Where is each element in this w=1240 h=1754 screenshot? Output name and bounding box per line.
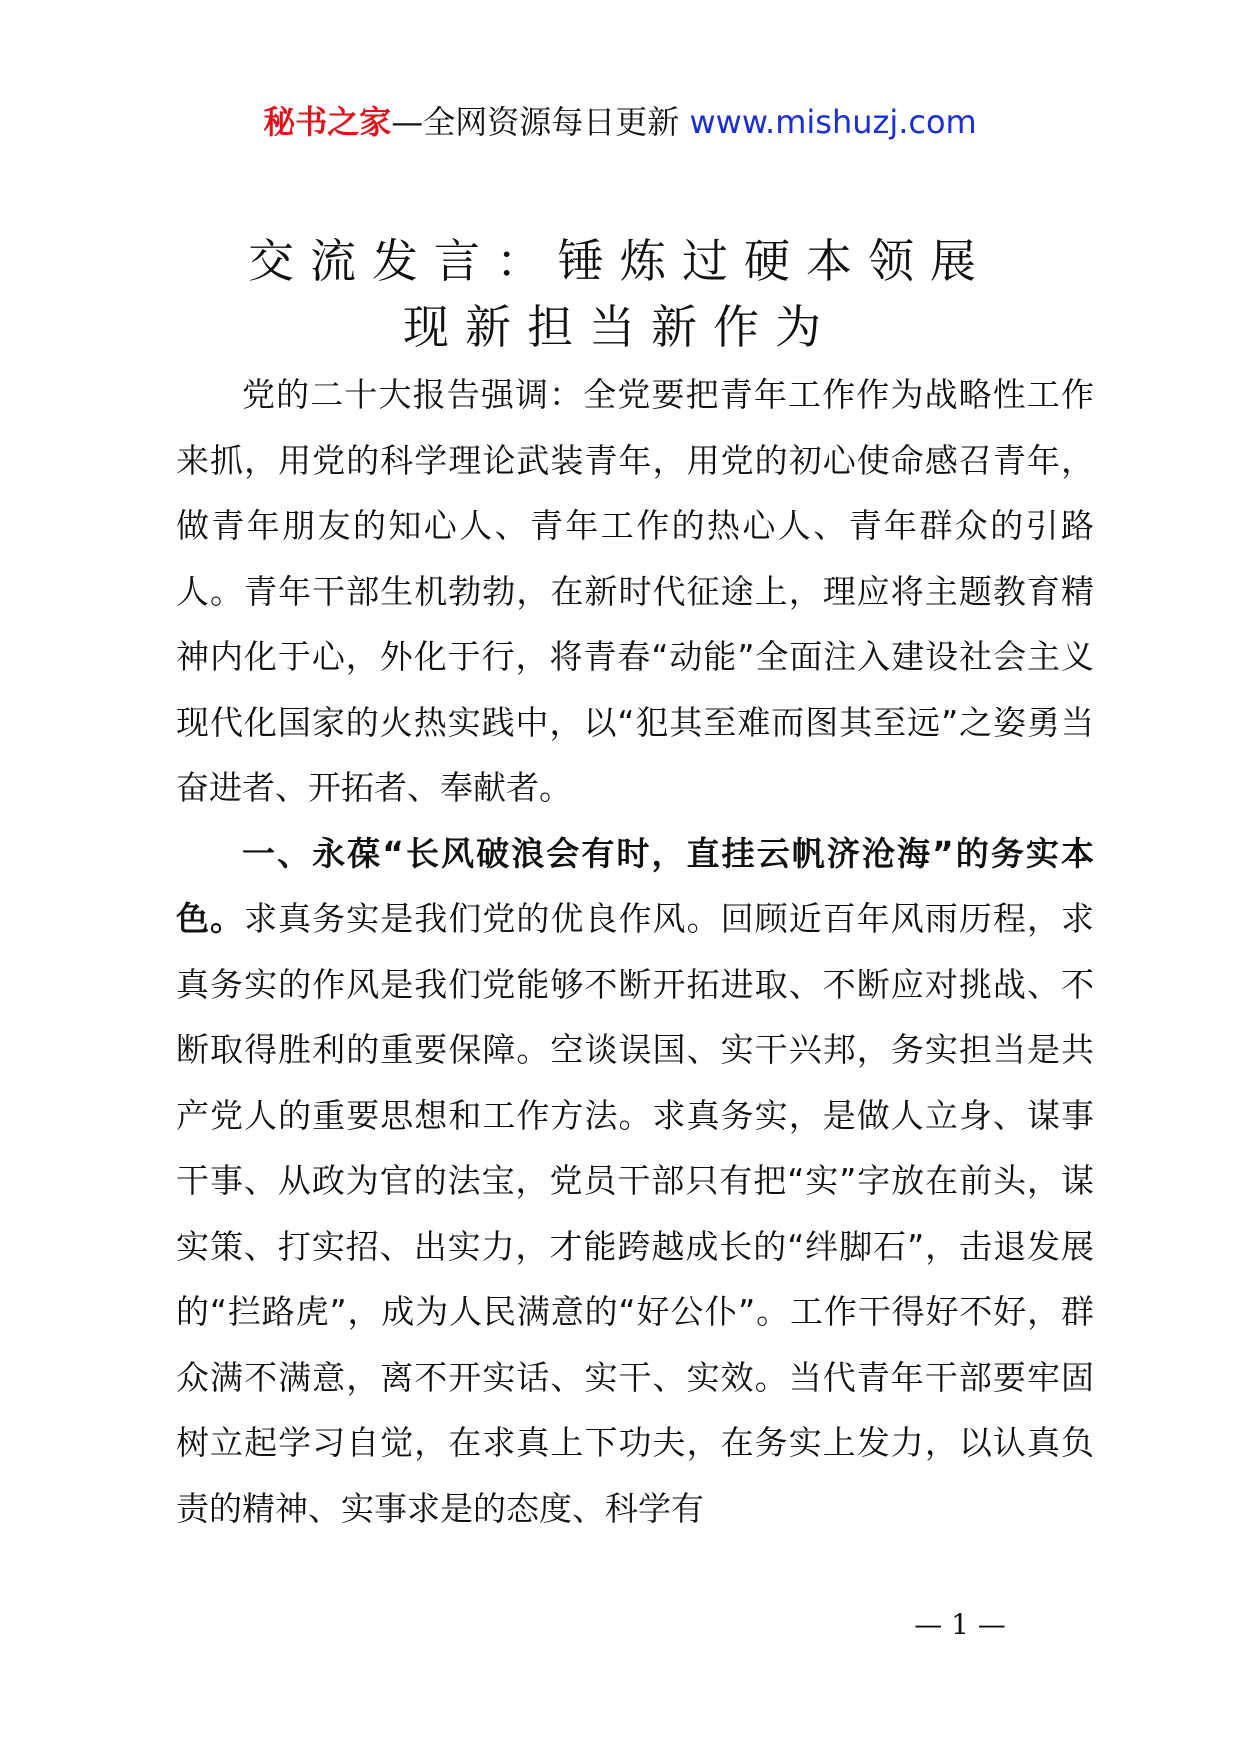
brand-name: 秘书之家	[263, 103, 392, 141]
header-url[interactable]: www.mishuzj.com	[689, 103, 977, 141]
watermark-header	[0, 98, 1240, 146]
title-line-2: 现新担当新作为	[403, 300, 837, 354]
section-one-body: 求真务实是我们党的优良作风。回顾近百年风雨历程，求真务实的作风是我们党能够不断开拓进取、不断应对挑战、不断取得胜利的重要保障。空谈误国、实干兴邦，务实担当是共产党人的重要思想和工作方法。求真务实，是做人立身、谋事干事、从政为官的法宝，党员干部只有把“实”字放在前头，谋实策、打实招、出实力，才能跨越成长的“绊脚石”，击退发展的“拦路虎”，成为人民满意的“好公仆”。工作干得好不好，群众满不满意，离不开实话、实干、实效。当代青年干部要牢固树立起学习自觉，在求真上下功夫，在务实上发力，以认真负责的精神、实事求是的态度、科学有	[176, 899, 1095, 1528]
section-one-paragraph	[176, 821, 1094, 1542]
section-one-heading: 一、永葆“长风破浪会有时，直挂云帆济沧海”的务实本色。	[176, 833, 1094, 938]
page-number: — 1 —	[914, 1608, 1006, 1641]
title-line-1: 交流发言：锤炼过硬本领展	[248, 234, 992, 288]
header-tagline: —全网资源每日更新	[391, 103, 690, 141]
intro-paragraph: 党的二十大报告强调：全党要把青年工作作为战略性工作来抓，用党的科学理论武装青年，用党的初心使命感召青年，做青年朋友的知心人、青年工作的热心人、青年群众的引路人。青年干部生机勃勃，在新时代征途上，理应将主题教育精神内化于心，外化于行，将青春“动能”全面注入建设社会主义现代化国家的火热实践中，以“犯其至难而图其至远”之姿勇当奋进者、开拓者、奉献者。	[176, 375, 1094, 807]
document-body	[176, 362, 1094, 1541]
document-title	[0, 228, 1240, 360]
